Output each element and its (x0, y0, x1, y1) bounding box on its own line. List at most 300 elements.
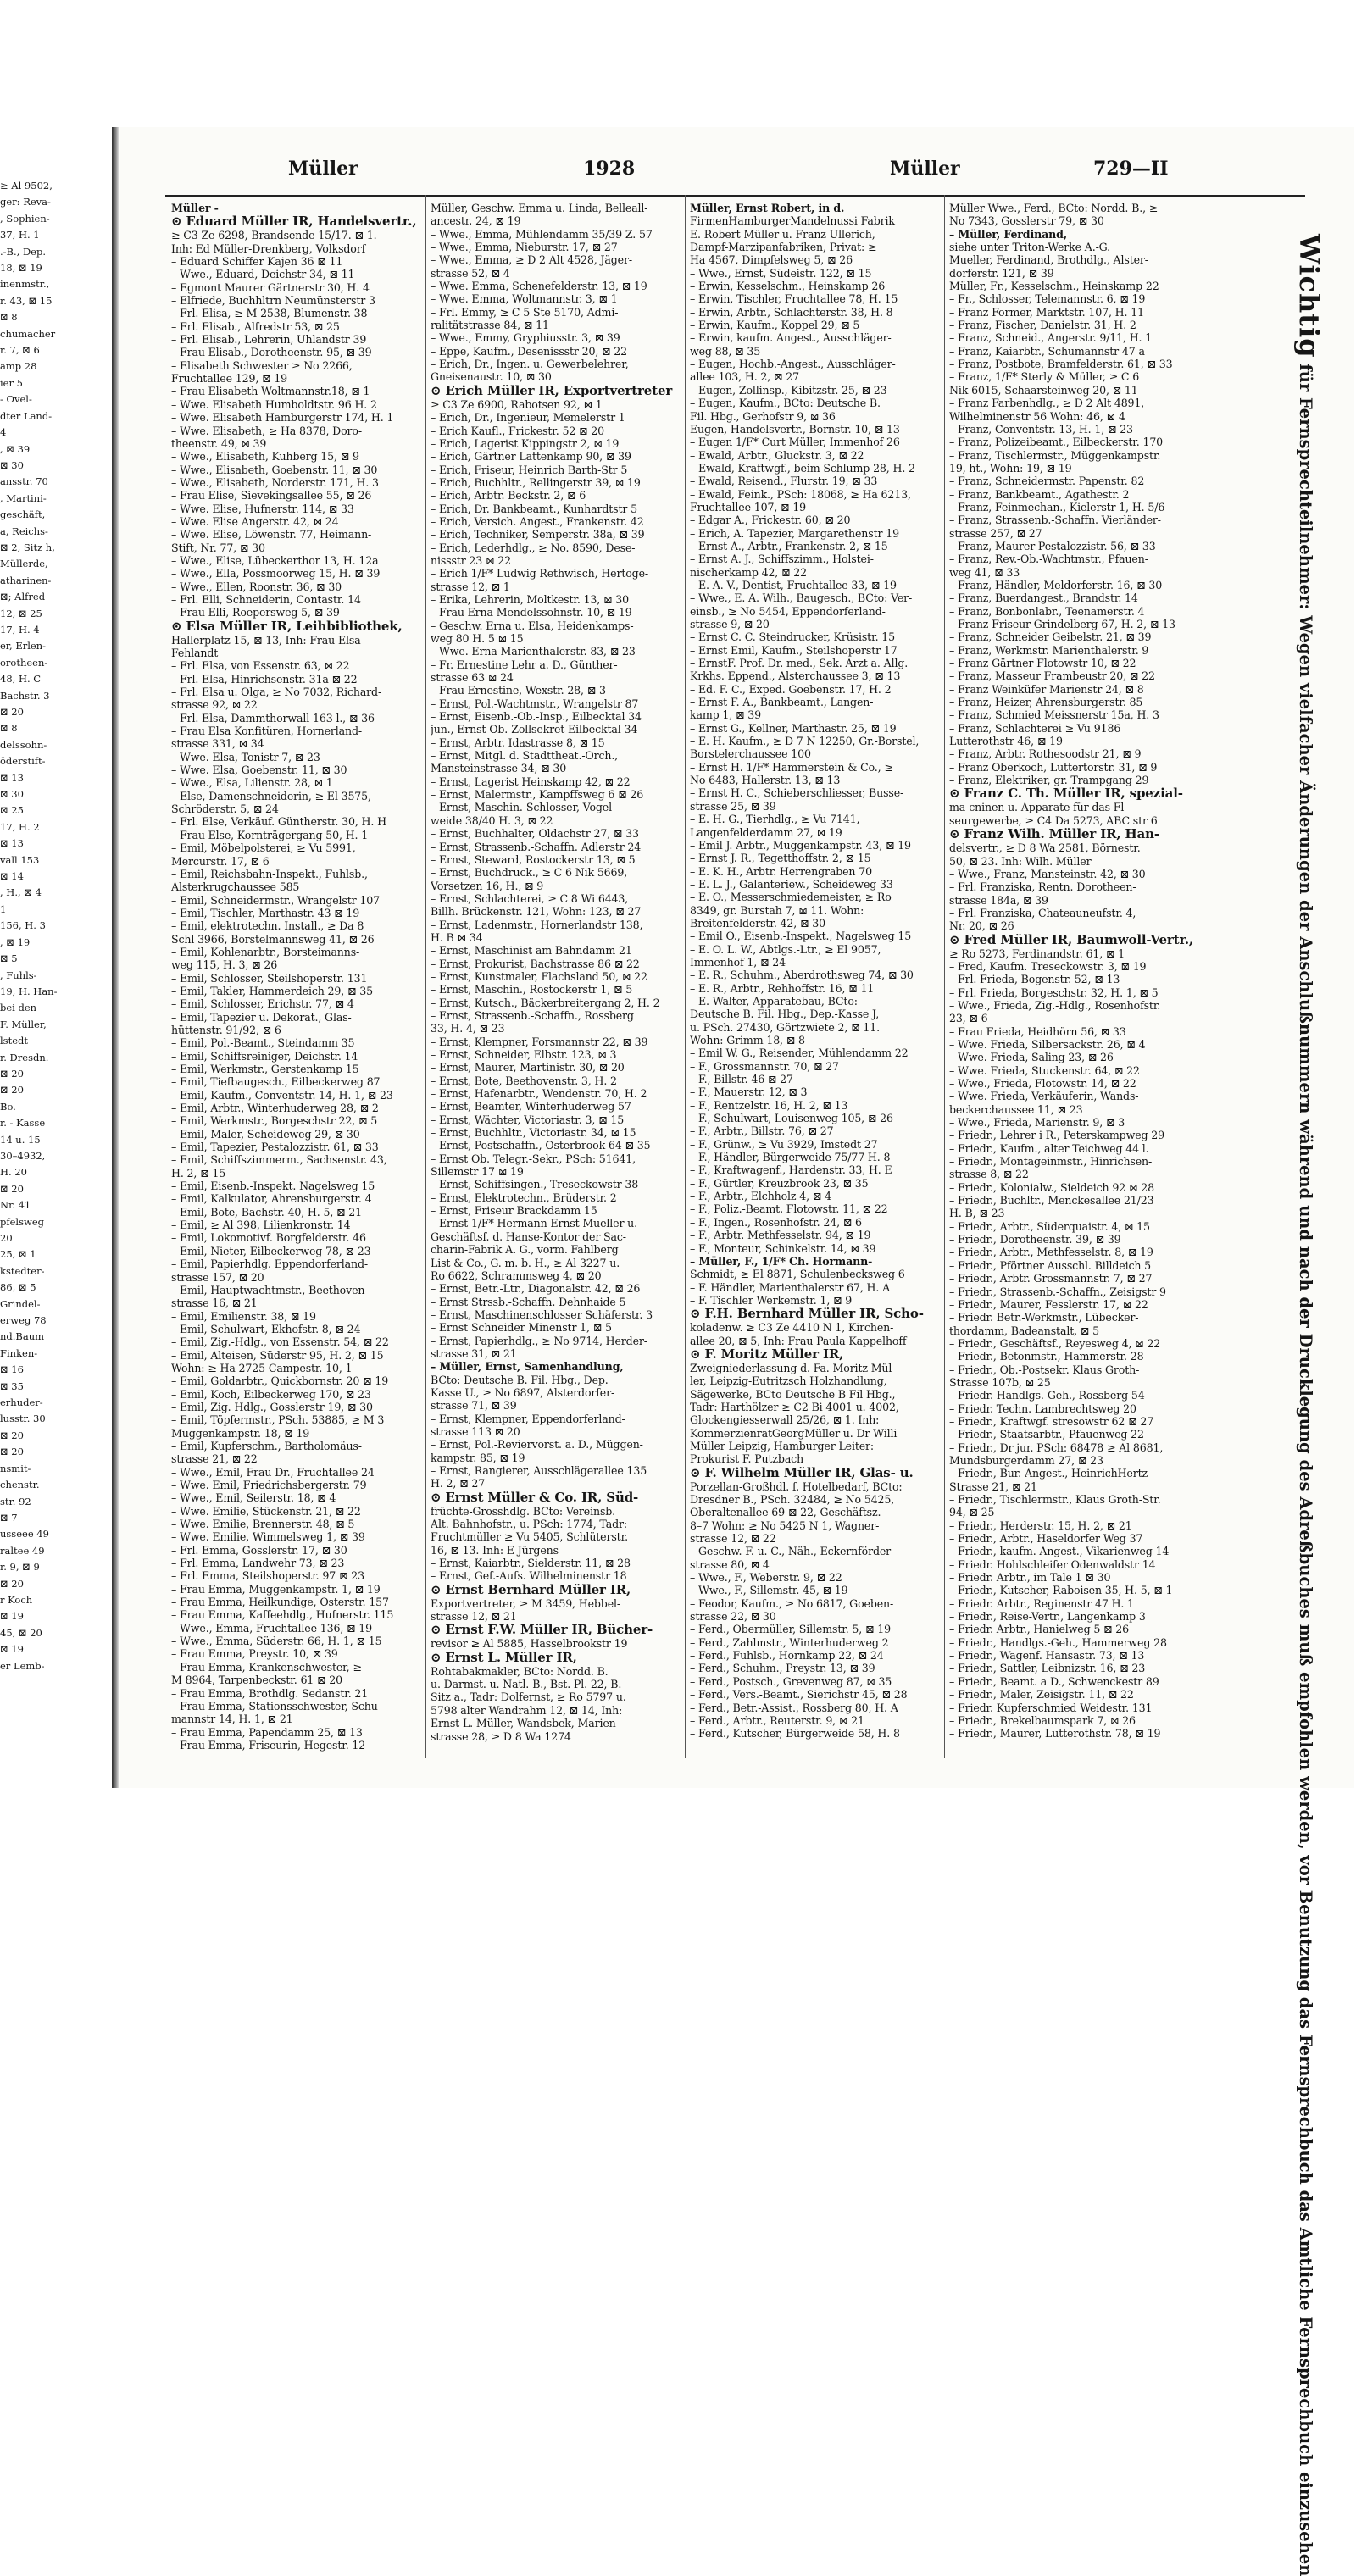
fragment-line: ⊠ 7 (0, 1511, 18, 1524)
directory-entry: – Franz, Maurer Pestalozzistr. 56, ⊠ 33 (949, 539, 1156, 552)
directory-entry: strasse 331, ⊠ 34 (171, 737, 264, 751)
directory-entry: – Wwe. Elisabeth, ≥ Ha 8378, Doro- (171, 424, 362, 437)
directory-entry: – Frau Frieda, Heidhörn 56, ⊠ 33 (949, 1024, 1126, 1038)
directory-entry: – Friedr., Beamt. a D., Schwenckestr 89 (949, 1674, 1159, 1688)
directory-entry: Porzellan-Großhdl. f. Hotelbedarf, BCto: (690, 1480, 903, 1493)
directory-entry: – Ernst, Wächter, Victoriastr. 3, ⊠ 15 (431, 1113, 625, 1126)
directory-entry: – Wwe., Eduard, Deichstr 34, ⊠ 11 (171, 268, 355, 281)
directory-entry: siehe unter Triton-Werke A.-G. (949, 241, 1110, 254)
directory-entry: – Erich, Lederhdlg., ≥ No. 8590, Dese- (431, 541, 636, 554)
directory-entry: – Franz, Elektriker, gr. Trampgang 29 (949, 774, 1149, 787)
fragment-line: Bo. (0, 1100, 16, 1113)
directory-entry: Gneisenaustr. 10, ⊠ 30 (431, 370, 552, 384)
directory-entry: – Friedr., Bur.-Angest., HeinrichHertz- (949, 1467, 1152, 1480)
fragment-line: a, Reichs- (0, 525, 48, 537)
directory-entry: – Frau Elisab., Dorotheenstr. 95, ⊠ 39 (171, 346, 372, 359)
directory-entry: strasse 31, ⊠ 21 (431, 1346, 517, 1360)
fragment-line: 19, H. Han- (0, 985, 58, 997)
directory-entry: – Wwe., Frieda, Marienstr. 9, ⊠ 3 (949, 1116, 1125, 1130)
fragment-line: ⊠ 13 (0, 837, 24, 850)
page-gutter (112, 127, 119, 1788)
directory-entry: – Fred, Kaufm. Treseckowstr. 3, ⊠ 19 (949, 959, 1147, 973)
directory-entry: – Frl. Elli, Schneiderin, Contastr. 14 (171, 592, 361, 606)
directory-entry: Strasse 107b, ⊠ 25 (949, 1375, 1051, 1389)
directory-entry: – Emil, Kohlenarbtr., Borsteimanns- (171, 945, 360, 958)
directory-entry: – Franz, Strassenb.-Schaffn. Vierländer- (949, 514, 1161, 527)
directory-entry: mannstr 14, H. 1, ⊠ 21 (171, 1713, 293, 1726)
directory-entry: – E. R., Arbtr., Rehhoffstr. 16, ⊠ 11 (690, 981, 875, 995)
directory-entry: strasse 63 ⊠ 24 (431, 671, 514, 685)
directory-entry: – Emil, Bote, Bachstr. 40, H. 5, ⊠ 21 (171, 1205, 363, 1219)
directory-entry: – Erich, Techniker, Semperstr. 38a, ⊠ 39 (431, 528, 645, 541)
directory-entry: – Frl. Elsa, Dammthorwall 163 l., ⊠ 36 (171, 711, 375, 724)
directory-entry: ma-cninen u. Apparate für das Fl- (949, 801, 1128, 814)
directory-entry: – Emil, Hauptwachtmstr., Beethoven- (171, 1283, 369, 1296)
directory-entry: Fehlandt (171, 647, 219, 659)
directory-entry: allee 20, ⊠ 5, Inh: Frau Paula Kappelhoff (690, 1334, 907, 1347)
directory-entry: – Frl. Frieda, Borgeschstr. 32, H. 1, ⊠ 5 (949, 985, 1159, 999)
directory-entry: – Franz, Schlachterei ≥ Vu 9186 (949, 721, 1121, 735)
fragment-line: Nr. 41 (0, 1199, 31, 1212)
directory-entry: – Erich, Lagerist Kippingstr 2, ⊠ 19 (431, 436, 620, 450)
fragment-line: atharinen- (0, 574, 52, 586)
directory-entry: BCto: Deutsche B. Fil. Hbg., Dep. (431, 1373, 609, 1386)
directory-entry: – Geschw. F. u. C., Näh., Eckernförder- (690, 1545, 895, 1558)
directory-entry: – Erich, Dr., Ingen. u. Gewerbelehrer, (431, 358, 629, 371)
directory-entry: – Ernst 1/F* Hermann Ernst Mueller u. (431, 1217, 637, 1230)
directory-entry: – E. A. V., Dentist, Fruchtallee 33, ⊠ 19 (690, 578, 897, 591)
directory-entry: – Friedr., Strassenb.-Schaffn., Zeisigstr 9 (949, 1285, 1166, 1298)
directory-entry: – Emil, Tischler, Marthastr. 43 ⊠ 19 (171, 906, 360, 919)
directory-entry: Krkhs. Eppend., Alsterchaussee 3, ⊠ 13 (690, 669, 901, 683)
directory-entry: Fruchtallee 129, ⊠ 19 (171, 372, 288, 386)
directory-entry: – Friedr., Arbtr., Süderquaistr. 4, ⊠ 15 (949, 1219, 1150, 1233)
directory-entry: Sillemstr 17 ⊠ 19 (431, 1165, 524, 1179)
header-left-name: Müller (288, 158, 358, 180)
fragment-line: Grindel- (0, 1297, 41, 1310)
directory-entry: Deutsche B. Fil. Hbg., Dep.-Kasse J, (690, 1008, 880, 1021)
directory-entry: – Friedr., Maler, Zeisigstr. 11, ⊠ 22 (949, 1688, 1134, 1702)
directory-entry: – Franz, Postbote, Bramfelderstr. 61, ⊠ 33 (949, 358, 1173, 371)
directory-entry: – Frau Emma, Preystr. 10, ⊠ 39 (171, 1647, 338, 1661)
directory-entry: weg 115, H. 3, ⊠ 26 (171, 958, 278, 972)
directory-entry: weide 38/40 H. 3, ⊠ 22 (431, 813, 553, 827)
fragment-line: .-B., Dep. (0, 245, 47, 258)
directory-entry: – Ewald, Kraftwgf., beim Schlump 28, H. 2 (690, 461, 915, 475)
directory-entry: – Emil, Schlosser, Steilshoperstr. 131 (171, 971, 368, 985)
directory-entry: ≥ Ro 5273, Ferdinandstr. 61, ⊠ 1 (949, 947, 1125, 960)
directory-entry: – Emil, Arbtr., Winterhuderweg 28, ⊠ 2 (171, 1102, 379, 1115)
directory-entry: – Ernst, Kunstmaler, Flachsland 50, ⊠ 22 (431, 969, 647, 983)
directory-entry: nissstr 23 ⊠ 22 (431, 553, 511, 567)
directory-entry: strasse 8, ⊠ 22 (949, 1168, 1029, 1181)
directory-entry: – Emil, Werkmstr., Borgeschstr 22, ⊠ 5 (171, 1114, 378, 1128)
directory-entry: ⊙ Elsa Müller IR, Leihbibliothek, (171, 619, 403, 634)
directory-entry: Mueller, Ferdinand, Brothdlg., Alster- (949, 253, 1148, 267)
fragment-line: Finken- (0, 1346, 38, 1359)
directory-entry: – Frl. Elisa, ≥ M 2538, Blumenstr. 38 (171, 307, 368, 320)
directory-entry: einsb., ≥ No 5454, Eppendorferland- (690, 604, 886, 618)
directory-entry: – Wwe., Emma, Mühlendamm 35/39 Z. 57 (431, 227, 653, 241)
fragment-line: ⊠; Alfred (0, 591, 46, 603)
directory-entry: – Wwe., Ellen, Roonstr. 36, ⊠ 30 (171, 580, 342, 593)
directory-entry: – Emil, Papierhdlg. Eppendorferland- (171, 1257, 368, 1271)
directory-entry: – Eduard Schiffer Kajen 36 ⊠ 11 (171, 255, 343, 269)
directory-entry: – F., Kraftwagenf., Hardenstr. 33, H. E (690, 1163, 892, 1177)
fragment-line: geschäft, (0, 508, 46, 521)
directory-entry: – Friedr., Pförtner Ausschl. Billdeich 5 (949, 1258, 1152, 1272)
directory-entry: – Edgar A., Frickestr. 60, ⊠ 20 (690, 514, 851, 527)
directory-entry: ⊙ Ernst Bernhard Müller IR, (431, 1582, 631, 1597)
directory-entry: – Fr. Ernestine Lehr a. D., Günther- (431, 658, 618, 671)
directory-entry: – Emil, Tiefbaugesch., Eilbeckerweg 87 (171, 1075, 381, 1089)
directory-entry: – Ewald, Feink., PSch: 18068, ≥ Ha 6213, (690, 487, 911, 501)
directory-entry: – Emil, Maler, Scheideweg 29, ⊠ 30 (171, 1127, 360, 1141)
directory-entry: Ha 4567, Dimpfelsweg 5, ⊠ 26 (690, 253, 853, 267)
directory-entry: – Emil, Koch, Eilbeckerweg 170, ⊠ 23 (171, 1387, 371, 1401)
directory-entry: – Frl. Elsa u. Olga, ≥ No 7032, Richard- (171, 686, 382, 699)
directory-entry: Mundsburgerdamm 27, ⊠ 23 (949, 1453, 1103, 1467)
directory-entry: – Frl. Elisab., Lehrerin, Uhlandstr 39 (171, 333, 367, 347)
directory-entry: – Wwe., Ernst, Südeistr. 122, ⊠ 15 (690, 266, 872, 280)
directory-entry: dorferstr. 121, ⊠ 39 (949, 266, 1054, 280)
fragment-line: ier 5 (0, 376, 23, 389)
directory-entry: – Emil, Schneidermstr., Wrangelstr 107 (171, 893, 380, 907)
directory-entry: – Eppe, Kaufm., Desenissstr 20, ⊠ 22 (431, 344, 628, 358)
directory-entry: – Frau Emma, Stationsschwester, Schu- (171, 1699, 381, 1713)
directory-entry: – Ernst Schneider Minenstr 1, ⊠ 5 (431, 1321, 612, 1335)
directory-entry: – Eugen, Kaufm., BCto: Deutsche B. (690, 397, 881, 410)
directory-entry: 8349, gr. Burstah 7, ⊠ 11. Wohn: (690, 903, 864, 917)
directory-entry: strasse 21, ⊠ 22 (171, 1452, 258, 1466)
directory-entry: – Frau Elisabeth Woltmannstr.18, ⊠ 1 (171, 385, 370, 398)
directory-entry: – Frau Erna Mendelssohnstr. 10, ⊠ 19 (431, 606, 632, 619)
directory-entry: – Ernst Emil, Kaufm., Steilshoperstr 17 (690, 643, 898, 657)
fragment-line: 17, H. 2 (0, 820, 40, 833)
directory-entry: H. 2, ⊠ 27 (431, 1477, 486, 1491)
directory-entry: – E. O., Messerschmiedemeister, ≥ Ro (690, 891, 892, 904)
directory-entry: – Ernst, Arbtr. Idastrasse 8, ⊠ 15 (431, 736, 605, 749)
directory-entry: – Wwe., E. A. Wilh., Baugesch., BCto: Ver- (690, 591, 913, 605)
directory-entry: – Frau Emma, Brothdlg. Sedanstr. 21 (171, 1686, 369, 1700)
directory-entry: – Frl. Emma, Landwehr 73, ⊠ 23 (171, 1557, 345, 1570)
directory-entry: – Emil, Emilienstr. 38, ⊠ 19 (171, 1309, 316, 1323)
directory-entry: Wohn: Grimm 18, ⊠ 8 (690, 1034, 805, 1046)
directory-entry: koladenw. ≥ C3 Ze 4410 N 1, Kirchen- (690, 1321, 894, 1335)
directory-entry: – Friedr., Kolonialw., Sieldeich 92 ⊠ 28 (949, 1180, 1154, 1194)
directory-entry: – Frl. Frieda, Bogenstr. 52, ⊠ 13 (949, 973, 1120, 986)
fragment-line: erweg 78 (0, 1314, 47, 1327)
directory-entry: – Ferd., Postsch., Grevenweg 87, ⊠ 35 (690, 1674, 892, 1688)
directory-entry: – Wwe., Elisabeth, Norderstr. 171, H. 3 (171, 475, 379, 489)
directory-entry: strasse 12, ⊠ 21 (431, 1610, 517, 1624)
directory-entry: – Friedr. Betr.-Werkmstr., Lübecker- (949, 1311, 1139, 1324)
directory-entry: – Frau Emma, Friseurin, Hegestr. 12 (171, 1738, 366, 1752)
directory-entry: – Frl. Else, Verkäuf. Güntherstr. 30, H. H (171, 815, 386, 829)
directory-entry: – Franz, Werkmstr. Marienthalerstr. 9 (949, 643, 1149, 657)
directory-entry: Müller, Ernst Robert, in d. (690, 202, 845, 214)
column-3 (690, 202, 941, 1757)
directory-entry: Inh: Ed Müller-Drenkberg, Volksdorf (171, 242, 366, 255)
directory-entry: strasse 12, ⊠ 22 (690, 1532, 776, 1546)
directory-entry: – Ernst, Pol.-Reviervorst. a. D., Müggen- (431, 1438, 643, 1452)
directory-entry: – Ferd., Zahlmstr., Winterhuderweg 2 (690, 1635, 889, 1649)
directory-entry: – Ernst Ob. Telegr.-Sekr., PSch: 51641, (431, 1152, 636, 1165)
fragment-line: r. 7, ⊠ 6 (0, 344, 40, 357)
directory-entry: – Ernst, Elektrotechn., Brüderstr. 2 (431, 1191, 617, 1204)
directory-entry: – Emil, Takler, Hammerdeich 29, ⊠ 35 (171, 984, 373, 997)
directory-entry: – Elfriede, Buchhltrn Neumünsterstr 3 (171, 294, 375, 308)
fragment-line: , H., ⊠ 4 (0, 886, 42, 899)
directory-entry: – Ernst F. A., Bankbeamt., Langen- (690, 696, 874, 709)
fragment-line: str. 92 (0, 1495, 31, 1507)
directory-entry: Borstelerchaussee 100 (690, 747, 811, 761)
directory-entry: – F. Tischler Werkemstr. 1, ⊠ 9 (690, 1293, 853, 1307)
directory-entry: – Frl. Emmy, ≥ C 5 Ste 5170, Admi- (431, 305, 619, 319)
directory-entry: Mercurstr. 17, ⊠ 6 (171, 854, 270, 868)
fragment-line: 1 (0, 902, 7, 915)
fragment-line: raltee 49 (0, 1544, 45, 1557)
fragment-line: 18, ⊠ 19 (0, 262, 42, 275)
directory-entry: Ro 6622, Schrammsweg 4, ⊠ 20 (431, 1269, 602, 1282)
directory-entry: Müller - (171, 202, 219, 214)
directory-entry: – Frl. Elsa, Hinrichsenstr. 31a ⊠ 22 (171, 672, 358, 686)
fragment-line: Müllerde, (0, 558, 48, 570)
directory-entry: u. PSch. 27430, Görtzwiete 2, ⊠ 11. (690, 1020, 880, 1034)
fragment-line: ⊠ 16 (0, 1363, 24, 1376)
fragment-line: 20 (0, 1232, 13, 1244)
directory-entry: – F., Ingen., Rosenhofstr. 24, ⊠ 6 (690, 1215, 862, 1229)
directory-entry: ⊙ Franz C. Th. Müller IR, spezial- (949, 786, 1183, 802)
directory-entry: u. Darmst. u. Natl.-B., Bst. Pl. 22, B. (431, 1678, 622, 1691)
fragment-line: lusstr. 30 (0, 1413, 46, 1425)
directory-entry: Schmidt, ≥ El 8871, Schulenbecksweg 6 (690, 1268, 905, 1281)
directory-entry: strasse 12, ⊠ 1 (431, 580, 510, 593)
directory-entry: – Franz, Conventstr. 13, H. 1, ⊠ 23 (949, 422, 1133, 436)
directory-entry: – Friedr., Brekelbaumspark 7, ⊠ 26 (949, 1713, 1136, 1727)
directory-entry: – Wwe., Elisabeth, Goebenstr. 11, ⊠ 30 (171, 463, 378, 476)
directory-entry: – Ernst, Lagerist Heinskamp 42, ⊠ 22 (431, 774, 631, 788)
directory-entry: – Friedr., Kutscher, Raboisen 35, H. 5, ⊠ 1 (949, 1584, 1173, 1597)
directory-entry: – Ewald, Reisend., Flurstr. 19, ⊠ 33 (690, 475, 878, 488)
directory-entry: – Emil, Goldarbtr., Quickbornstr. 20 ⊠ 19 (171, 1374, 389, 1388)
directory-entry: – Friedr., Kraftwgf. stresowstr 62 ⊠ 27 (949, 1414, 1154, 1428)
directory-entry: Sägewerke, BCto Deutsche B Fil Hbg., (690, 1387, 896, 1401)
directory-entry: – Frau Emma, Kaffeehdlg., Hufnerstr. 115 (171, 1608, 394, 1622)
directory-entry: – Franz Weinküfer Marienstr 24, ⊠ 8 (949, 682, 1144, 696)
fragment-line: ⊠ 20 (0, 1429, 24, 1441)
fragment-line: bei den (0, 1002, 37, 1014)
directory-entry: Fruchtmüller ≥ Vu 5405, Schlüterstr. (431, 1530, 628, 1544)
directory-entry: – Wwe., Emil, Frau Dr., Fruchtallee 24 (171, 1465, 375, 1479)
directory-entry: ⊙ F.H. Bernhard Müller IR, Scho- (690, 1307, 924, 1322)
directory-entry: Geschäftsf. d. Hanse-Kontor der Sac- (431, 1230, 626, 1243)
directory-entry: – Wwe., Emma, Fruchtallee 136, ⊠ 19 (171, 1621, 373, 1635)
directory-entry: – Wwe., Emma, ≥ D 2 Alt 4528, Jäger- (431, 253, 632, 267)
directory-entry: – Ernst, Pol.-Wachtmstr., Wrangelstr 87 (431, 697, 639, 710)
directory-entry: revisor ≥ Al 5885, Hasselbrookstr 19 (431, 1637, 628, 1651)
directory-entry: ≥ C3 Ze 6900, Rabotsen 92, ⊠ 1 (431, 397, 603, 411)
fragment-line: r. Dresdn. (0, 1051, 49, 1063)
directory-entry: Kasse U., ≥ No 6897, Alsterdorfer- (431, 1385, 615, 1399)
directory-entry: ⊙ F. Moritz Müller IR, (690, 1346, 844, 1362)
directory-entry: Alt. Bahnhofstr., u. PSch: 1774, Tadr: (431, 1518, 627, 1531)
directory-entry: – Erich Kaufl., Frickestr. 52 ⊠ 20 (431, 424, 605, 437)
directory-entry: – Fr., Schlosser, Telemannstr. 6, ⊠ 19 (949, 292, 1146, 306)
fragment-line: H. 20 (0, 1166, 27, 1179)
directory-entry: – Emil, Tapezier, Pestalozzistr. 61, ⊠ 33 (171, 1141, 379, 1154)
directory-entry: – E. H. Kaufm., ≥ D 7 N 12250, Gr.-Borstel, (690, 735, 920, 748)
directory-entry: ler, Leipzig-Eutritzsch Holzhandlung, (690, 1374, 887, 1388)
directory-entry: Dresdner B., PSch. 32484, ≥ No 5425, (690, 1493, 895, 1506)
directory-entry: ⊙ F. Wilhelm Müller IR, Glas- u. (690, 1465, 914, 1480)
directory-entry: – Franz, Schmied Meissnerstr 15a, H. 3 (949, 708, 1159, 722)
fragment-line: - Ovel- (0, 393, 32, 406)
directory-entry: ⊙ Ernst L. Müller IR, (431, 1650, 577, 1665)
directory-entry: strasse 92, ⊠ 22 (171, 698, 258, 712)
fragment-line: , ⊠ 19 (0, 935, 31, 948)
directory-entry: ⊙ Franz Wilh. Müller IR, Han- (949, 827, 1159, 842)
directory-entry: – E. Walter, Apparatebau, BCto: (690, 994, 858, 1008)
notice-text: für Fernsprechteilnehmer: Wegen vielfacher Änderungen der Anschlußnummern während und nach der Drucklegung des Adreßbuches muß empfohlen werden, vor Benutzung das Fernsprechbuch das Amtliche Fernsprechbuch einzusehen (1296, 364, 1315, 2576)
directory-entry: Exportvertreter, ≥ M 3459, Hebbel- (431, 1596, 621, 1610)
directory-entry: ⊙ Fred Müller IR, Baumwoll-Vertr., (949, 932, 1193, 947)
directory-entry: – Frau Emma, Krankenschwester, ≥ (171, 1660, 362, 1674)
directory-entry: – Elisabeth Schwester ≥ No 2266, (171, 358, 353, 372)
directory-entry: – Wwe. Frieda, Verkäuferin, Wands- (949, 1090, 1139, 1103)
fragment-line: ger: Reva- (0, 196, 51, 208)
directory-entry: – Erwin, kaufm. Angest., Ausschläger- (690, 331, 892, 345)
fragment-line: ⊠ 5 (0, 952, 18, 965)
directory-entry: – Emil, Zig. Hdlg., Gosslerstr 19, ⊠ 30 (171, 1400, 373, 1413)
directory-entry: – Friedr., Lehrer i R., Peterskampweg 29 (949, 1129, 1165, 1142)
directory-entry: – Frau Emma, Heilkundige, Osterstr. 157 (171, 1596, 389, 1609)
directory-entry: – Ernst, Rangierer, Ausschlägerallee 135 (431, 1464, 647, 1477)
directory-entry: – Friedr., Arbtr. Grossmannstr. 7, ⊠ 27 (949, 1272, 1153, 1285)
directory-entry: – Müller, Ernst, Samenhandlung, (431, 1360, 624, 1374)
directory-entry: – Ed. F. C., Exped. Goebenstr. 17, H. 2 (690, 682, 892, 696)
fragment-line: öderstift- (0, 755, 46, 768)
directory-entry: – Wwe., Frieda, Zig.-Hdlg., Rosenhofstr. (949, 998, 1161, 1012)
directory-entry: Sitz a., Tadr: Dolfernst, ≥ Ro 5797 u. (431, 1690, 626, 1704)
directory-entry: – E. O. L. W., Abtlgs.-Ltr., ≥ El 9057, (690, 942, 881, 956)
directory-entry: – Frl. Elisab., Alfredstr 53, ⊠ 25 (171, 319, 340, 333)
directory-entry: Lutterothstr 46, ⊠ 19 (949, 735, 1063, 748)
directory-entry: – Ernst H. 1/F* Hammerstein & Co., ≥ (690, 760, 893, 774)
fragment-line: ⊠ 20 (0, 1084, 24, 1096)
directory-entry: – Friedr., Montageinmstr., Hinrichsen- (949, 1155, 1153, 1169)
directory-entry: – Wwe. Elsa, Tonistr 7, ⊠ 23 (171, 750, 320, 763)
directory-entry: – Wwe. Frieda, Stuckenstr. 64, ⊠ 22 (949, 1063, 1140, 1077)
fragment-line: dter Land- (0, 409, 53, 422)
directory-entry: – Frau Emma, Papendamm 25, ⊠ 13 (171, 1725, 363, 1739)
directory-entry: ⊙ Eduard Müller IR, Handelsvertr., (171, 214, 417, 230)
directory-entry: 50, ⊠ 23. Inh: Wilh. Müller (949, 854, 1092, 868)
directory-entry: – Erich 1/F* Ludwig Rethwisch, Hertoge- (431, 567, 648, 580)
fragment-line: ⊠ 19 (0, 1610, 24, 1623)
directory-entry: – Friedr., Herderstr. 15, H. 2, ⊠ 21 (949, 1518, 1132, 1532)
directory-entry: – Egmont Maurer Gärtnerstr 30, H. 4 (171, 280, 370, 294)
directory-entry: H. B, ⊠ 23 (949, 1207, 1005, 1220)
fragment-line: ⊠ 8 (0, 722, 18, 735)
directory-entry: 94, ⊠ 25 (949, 1506, 995, 1519)
directory-entry: strasse 9, ⊠ 20 (690, 618, 770, 630)
fragment-line: nd.Baum (0, 1330, 45, 1343)
directory-entry: – Ernst G., Kellner, Marthastr. 25, ⊠ 19 (690, 721, 897, 735)
directory-entry: – Franz, Schneidermstr. Papenstr. 82 (949, 475, 1145, 488)
directory-entry: Schl 3966, Borstelmannsweg 41, ⊠ 26 (171, 932, 375, 946)
directory-entry: – Wwe., Elsa, Lilienstr. 28, ⊠ 1 (171, 776, 333, 790)
directory-entry: – Ernst, Maschin., Rostockerstr 1, ⊠ 5 (431, 983, 633, 997)
directory-entry: – Emil O., Eisenb.-Inspekt., Nagelsweg 15 (690, 930, 912, 943)
directory-entry: – Franz, Buerdangest., Brandstr. 14 (949, 591, 1138, 605)
previous-page-fragment (0, 178, 81, 1779)
directory-entry: – F. Händler, Marienthalerstr 67, H. A (690, 1280, 891, 1294)
directory-entry: – Ferd., Obermüller, Sillemstr. 5, ⊠ 19 (690, 1623, 891, 1636)
fragment-line: ansstr. 70 (0, 475, 48, 488)
directory-entry: – Ernst, Eisenb.-Ob.-Insp., Eilbecktal 34 (431, 710, 642, 724)
fragment-line: ⊠ 2, Sitz h, (0, 541, 55, 553)
directory-entry: strasse 52, ⊠ 4 (431, 266, 510, 280)
directory-entry: – Ernst A., Arbtr., Frankenstr. 2, ⊠ 15 (690, 539, 888, 552)
telephone-notice (1293, 234, 1328, 2576)
fragment-line: orotheen- (0, 656, 48, 669)
directory-entry: weg 80 H. 5 ⊠ 15 (431, 632, 524, 645)
directory-entry: Tadr: Harthölzer ≥ C2 Bi 4001 u. 4002, (690, 1400, 899, 1413)
directory-entry: – Emil, Kaufm., Conventstr. 14, H. 1, ⊠ 23 (171, 1088, 393, 1102)
directory-entry: – F., Monteur, Schinkelstr. 14, ⊠ 39 (690, 1241, 876, 1255)
column-divider (944, 195, 945, 1758)
header-rule (165, 195, 1305, 197)
directory-entry: – ErnstF. Prof. Dr. med., Sek. Arzt a. Allg. (690, 657, 909, 670)
directory-entry: Nr. 20, ⊠ 26 (949, 919, 1014, 933)
directory-entry: – Emil, Schulwart, Ekhofstr. 8, ⊠ 24 (171, 1322, 361, 1335)
directory-entry: ⊙ Ernst Müller & Co. IR, Süd- (431, 1490, 639, 1505)
directory-entry: – Friedr., Buchltr., Menckesallee 21/23 (949, 1194, 1154, 1208)
directory-entry: Eugen, Handelsvertr., Bornstr. 10, ⊠ 13 (690, 422, 900, 436)
directory-entry: – Müller, F., 1/F* Ch. Hormann- (690, 1254, 873, 1268)
directory-entry: seurgewerbe, ≥ C4 Da 5273, ABC str 6 (949, 813, 1158, 827)
directory-entry: – Erwin, Tischler, Fruchtallee 78, H. 15 (690, 292, 898, 306)
directory-entry: H. 2, ⊠ 15 (171, 1166, 226, 1180)
directory-entry: – Müller, Ferdinand, (949, 227, 1067, 241)
directory-entry: – Emil, Schiffszimmerm., Sachsenstr. 43, (171, 1153, 387, 1167)
directory-entry: – Franz Gärtner Flotowstr 10, ⊠ 22 (949, 657, 1136, 670)
directory-entry: – Ernst, Maurer, Martinistr. 30, ⊠ 20 (431, 1061, 625, 1074)
fragment-line: ⊠ 30 (0, 458, 24, 471)
directory-entry: 8–7 Wohn: ≥ No 5425 N 1, Wagner- (690, 1518, 880, 1532)
fragment-line: r Koch (0, 1593, 33, 1606)
directory-entry: List & Co., G. m. b. H., ≥ Al 3227 u. (431, 1256, 620, 1269)
directory-entry: 23, ⊠ 6 (949, 1012, 988, 1025)
directory-entry: hüttenstr. 91/92, ⊠ 6 (171, 1023, 281, 1036)
directory-entry: – Ernst, Schlachterei, ≥ C 8 Wi 6443, (431, 891, 629, 905)
directory-entry: – Ernst, Maschinenschlosser Schäferstr. 3 (431, 1307, 653, 1321)
directory-entry: – Ernst, Kaiarbtr., Sielderstr. 11, ⊠ 28 (431, 1557, 631, 1570)
directory-entry: strasse 16, ⊠ 21 (171, 1296, 258, 1310)
directory-entry: – Wwe., Emmy, Gryphiusstr. 3, ⊠ 39 (431, 331, 620, 345)
directory-entry: – Franz, Fischer, Danielstr. 31, H. 2 (949, 319, 1136, 332)
fragment-line: ⊠ 25 (0, 804, 24, 817)
directory-entry: H. B ⊠ 34 (431, 930, 483, 944)
directory-entry: – Emil J. Arbtr., Muggenkampstr. 43, ⊠ 19 (690, 838, 911, 852)
directory-entry: – Wwe. Elisabeth Humboldtstr. 96 H. 2 (171, 397, 377, 411)
directory-entry: Wohn: ≥ Ha 2725 Campestr. 10, 1 (171, 1361, 353, 1374)
directory-entry: – Friedr., Sattler, Leibnizstr. 16, ⊠ 23 (949, 1662, 1146, 1675)
directory-entry: Müller, Fr., Kesselschm., Heinskamp 22 (949, 280, 1159, 293)
fragment-line: 86, ⊠ 5 (0, 1281, 36, 1294)
directory-entry: – Ernst, Buchdruck., ≥ C 6 Nik 5669, (431, 866, 628, 880)
